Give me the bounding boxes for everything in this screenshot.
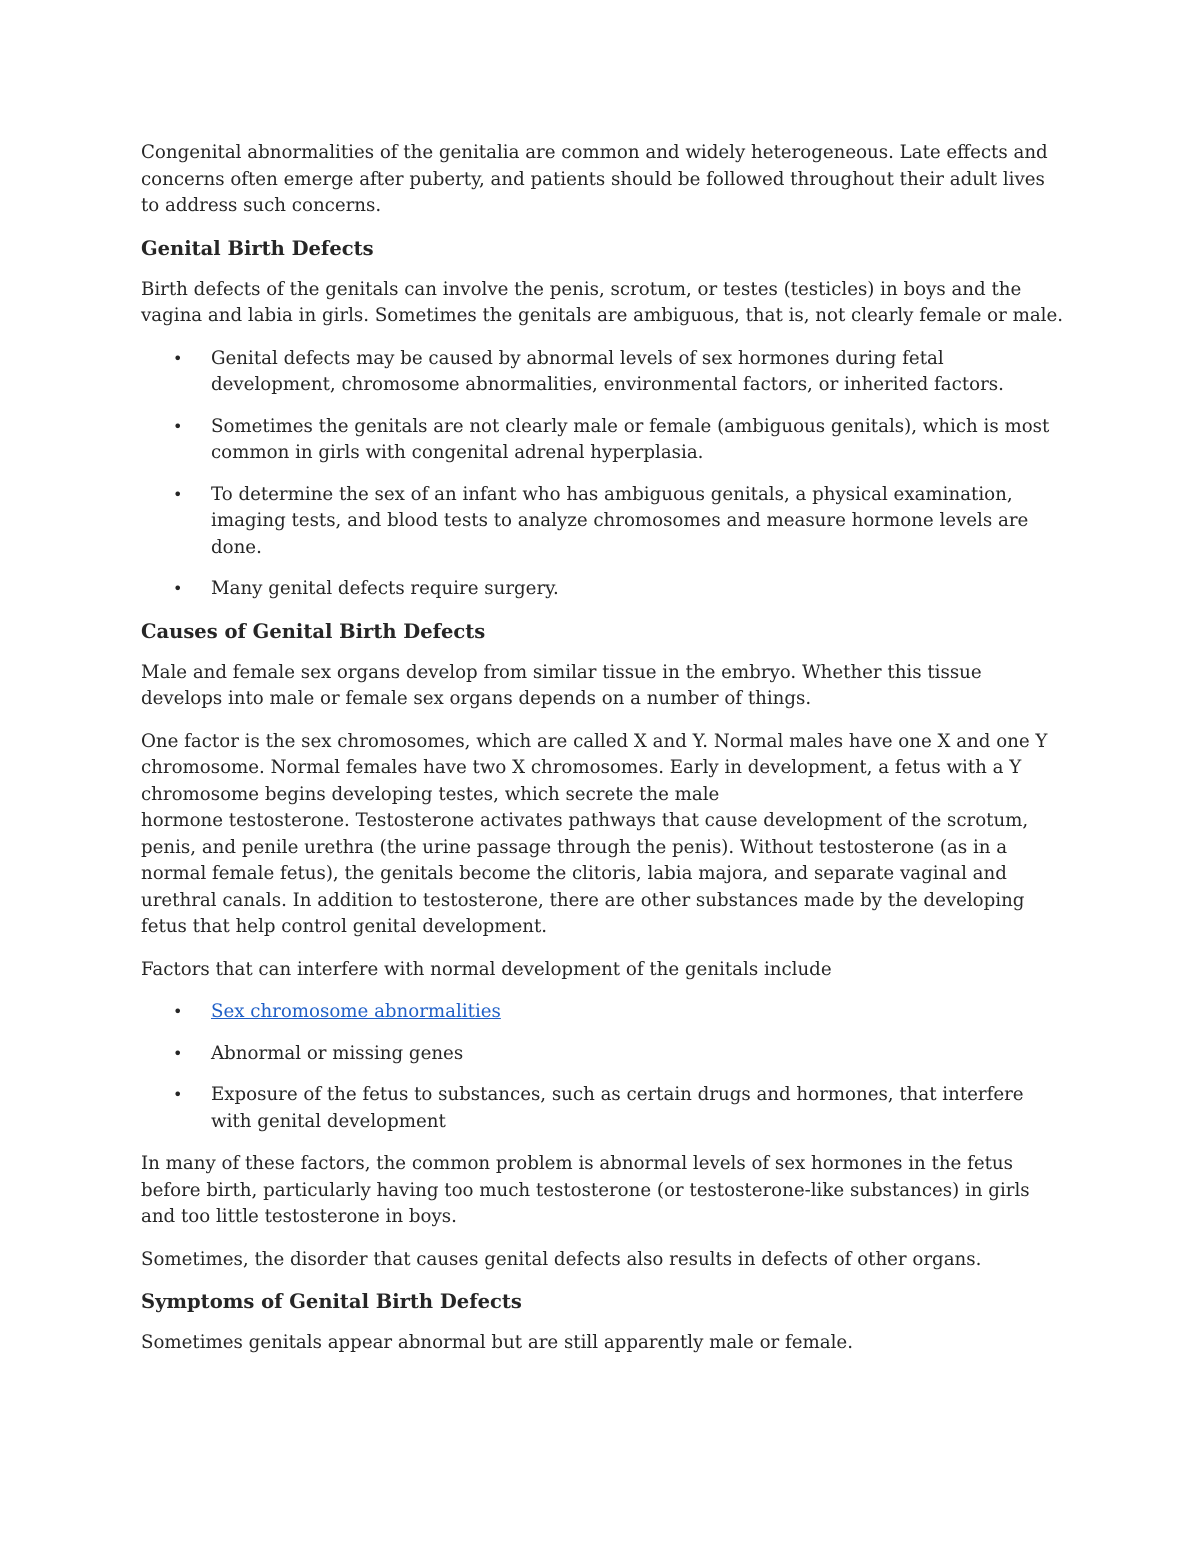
causes-paragraph-2-line-a: One factor is the sex chromosomes, which are called X and Y. Normal males have one X and one Y chromosome. Normal females have two X chromosomes. Early in development, a fetus with a Y chromosome begins developing testes, which secrete the male <box>141 730 1048 805</box>
bullet-icon: • <box>173 1002 183 1021</box>
heading-causes: Causes of Genital Birth Defects <box>141 619 486 643</box>
bullet-icon: • <box>173 1085 183 1104</box>
list-item-text: Many genital defects require surgery. <box>211 578 559 599</box>
causes-bullet-list <box>141 999 1066 1135</box>
list-item-text: Abnormal or missing genes <box>211 1042 464 1064</box>
list-item <box>141 999 1066 1026</box>
bullet-icon: • <box>173 484 183 504</box>
list-item-text: Exposure of the fetus to substances, such as certain drugs and hormones, that interfere with genital development <box>211 1084 1024 1132</box>
list-item <box>141 482 1066 562</box>
list-item <box>141 1041 1066 1068</box>
causes-paragraph-3: Factors that can interfere with normal development of the genitals include <box>141 958 832 980</box>
list-item-text: To determine the sex of an infant who has ambiguous genitals, a physical examination, imaging tests, and blood tests to analyze chromosomes and measure hormone levels are done. <box>211 483 1029 558</box>
causes-paragraph-4: In many of these factors, the common problem is abnormal levels of sex hormones in the fetus before birth, particularly having too much testosterone (or testosterone-like substances) in girls and too little testosterone in boys. <box>141 1153 1030 1227</box>
causes-paragraph-2-line-b: hormone testosterone. Testosterone activates pathways that cause development of the scrotum, penis, and penile urethra (the urine passage through the penis). Without testosterone (as in a normal female fetus), the genitals become the clitoris, labia majora, and separate vaginal and urethral canals. In addition to testosterone, there are other substances made by the developing fetus that help control genital development. <box>141 810 1029 937</box>
list-item <box>141 414 1066 467</box>
symptoms-paragraph: Sometimes genitals appear abnormal but are still apparently male or female. <box>141 1332 853 1353</box>
causes-paragraph-2 <box>141 729 1066 941</box>
section1-paragraph: Birth defects of the genitals can involve the penis, scrotum, or testes (testicles) in boys and the vagina and labia in girls. Sometimes the genitals are ambiguous, that is, not clearly female or male. <box>141 278 1064 326</box>
heading-genital-birth-defects: Genital Birth Defects <box>141 236 374 260</box>
bullet-icon: • <box>173 348 183 368</box>
causes-paragraph-5: Sometimes, the disorder that causes genital defects also results in defects of other organs. <box>141 1248 982 1270</box>
document-page <box>141 140 1066 1373</box>
list-item-text: Sometimes the genitals are not clearly male or female (ambiguous genitals), which is most common in girls with congenital adrenal hyperplasia. <box>211 415 1050 463</box>
list-item <box>141 346 1066 399</box>
bullet-icon: • <box>173 416 183 436</box>
list-item <box>141 576 1066 603</box>
list-item-text: Genital defects may be caused by abnormal levels of sex hormones during fetal development, chromosome abnormalities, environmental factors, or inherited factors. <box>211 347 1004 395</box>
bullet-icon: • <box>173 579 183 598</box>
heading-symptoms: Symptoms of Genital Birth Defects <box>141 1290 522 1313</box>
intro-paragraph: Congenital abnormalities of the genitalia are common and widely heterogeneous. Late effects and concerns often emerge after puberty, and patients should be followed throughout their adult lives to address such concerns. <box>141 142 1048 216</box>
bullet-icon: • <box>173 1043 183 1063</box>
list-item <box>141 1082 1066 1135</box>
section1-bullet-list <box>141 346 1066 603</box>
sex-chromosome-abnormalities-link[interactable]: Sex chromosome abnormalities <box>211 1001 501 1022</box>
causes-paragraph-1: Male and female sex organs develop from similar tissue in the embryo. Whether this tissue develops into male or female sex organs depends on a number of things. <box>141 661 982 709</box>
